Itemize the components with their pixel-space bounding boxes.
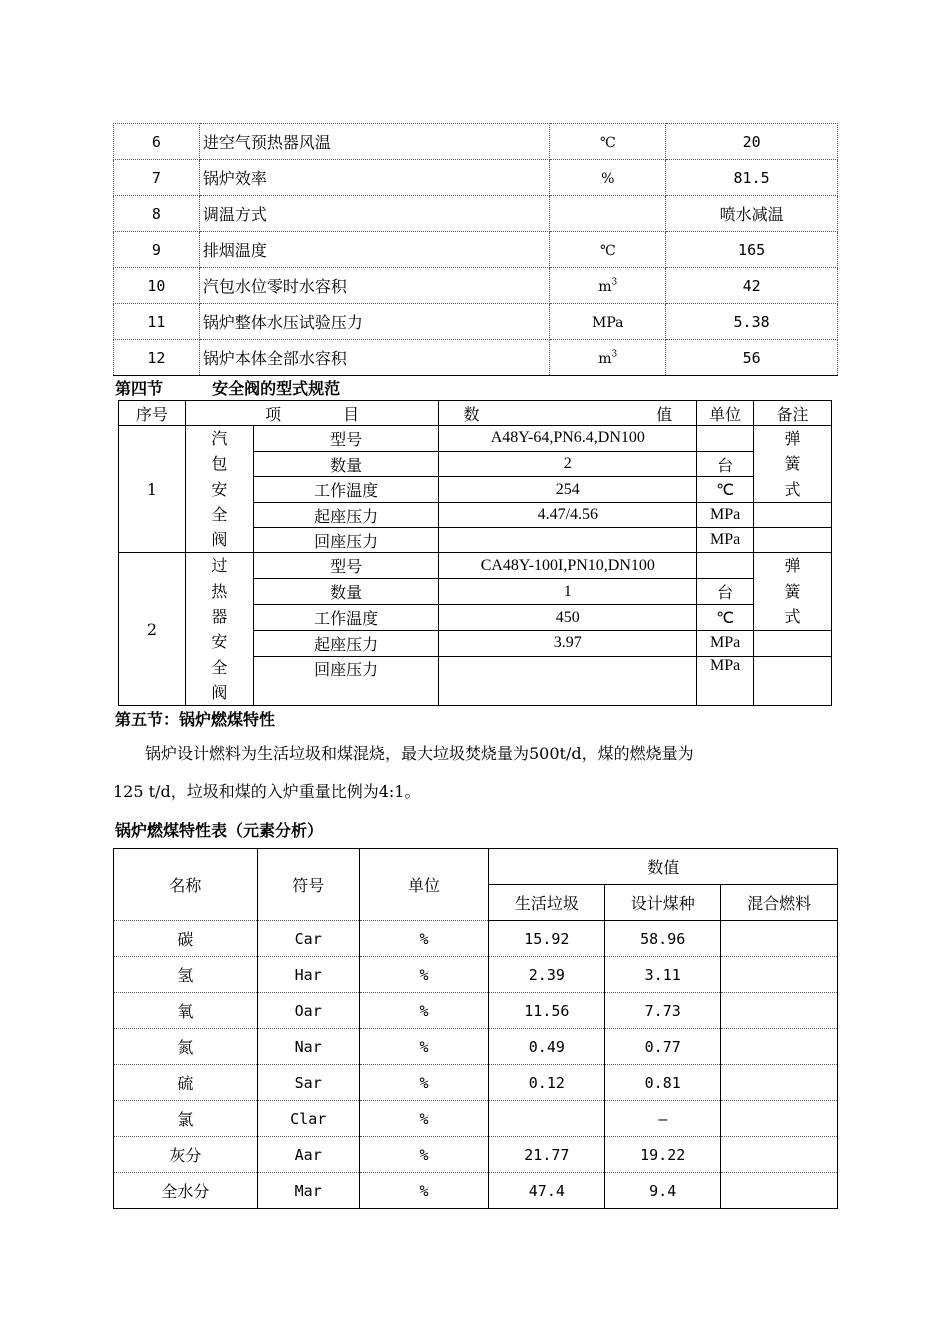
fuel-paragraph: [113, 735, 838, 811]
valve-name-vertical: [185, 553, 253, 706]
param-value: 喷水减温: [666, 196, 838, 232]
header-symbol: 符号: [257, 849, 359, 921]
remark-char: 式: [784, 607, 801, 627]
param-unit: [550, 160, 666, 196]
value-coal: —: [605, 1101, 721, 1137]
element-unit: %: [359, 957, 489, 993]
param-unit: [550, 304, 666, 340]
item-value: A48Y-64,PN6.4,DN100: [439, 426, 697, 452]
valve-name-vertical: [185, 426, 253, 553]
element-symbol: Nar: [257, 1029, 359, 1065]
param-value: 42: [666, 268, 838, 304]
element-symbol: Sar: [257, 1065, 359, 1101]
header-unit: 单位: [359, 849, 489, 921]
section4-number: 第四节: [115, 379, 164, 398]
valve-remark: [754, 426, 832, 503]
value-coal: 3.11: [605, 957, 721, 993]
valve-remark: [754, 553, 832, 631]
header-coal: 设计煤种: [605, 885, 721, 921]
item-name: 型号: [253, 426, 439, 452]
table-row: [114, 340, 838, 376]
valve-name-char: 汽: [211, 429, 228, 448]
row-number: 12: [114, 340, 200, 376]
boiler-params-table: [113, 123, 838, 376]
item-name: 工作温度: [253, 477, 439, 503]
element-name: 氮: [114, 1029, 258, 1065]
table-row: [119, 553, 832, 579]
item-unit: [697, 553, 754, 579]
header-mixed: 混合燃料: [721, 885, 838, 921]
remark-char: 式: [784, 479, 801, 499]
header-garbage: 生活垃圾: [489, 885, 605, 921]
valve-seq: 2: [119, 553, 186, 706]
table-row: [114, 993, 838, 1029]
table-row: [114, 232, 838, 268]
item-name: 数量: [253, 579, 439, 605]
header-value-b: 值: [656, 404, 673, 424]
item-unit: 台: [697, 579, 754, 605]
header-value-group: 数值: [489, 849, 838, 885]
table-row: [114, 268, 838, 304]
item-value: [439, 528, 697, 553]
item-unit: ℃: [697, 477, 754, 503]
valve-name-char: 过: [211, 556, 228, 576]
param-value: 81.5: [666, 160, 838, 196]
value-coal: 9.4: [605, 1173, 721, 1209]
item-value: 3.97: [439, 631, 697, 656]
section4-title: 安全阀的型式规范: [212, 379, 341, 398]
valve-name-char: 热: [211, 581, 228, 601]
remark-empty: [754, 503, 832, 528]
element-name: 全水分: [114, 1173, 258, 1209]
header-name: 名称: [114, 849, 258, 921]
section5-heading: 第五节：锅炉燃煤特性: [115, 710, 276, 729]
row-number: 9: [114, 232, 200, 268]
remark-char: 弹: [784, 556, 801, 576]
item-unit: MPa: [697, 631, 754, 656]
item-name: 起座压力: [253, 503, 439, 528]
row-number: 7: [114, 160, 200, 196]
item-unit: MPa: [697, 503, 754, 528]
header-item-b: 目: [343, 404, 360, 424]
param-value: 20: [666, 124, 838, 160]
value-garbage: 0.12: [489, 1065, 605, 1101]
unit-superscript: 3: [611, 277, 618, 288]
item-name: 型号: [253, 553, 439, 579]
header-unit: 单位: [697, 401, 754, 426]
remark-char: 簧: [784, 454, 801, 474]
value-mixed: [721, 1173, 838, 1209]
safety-valve-table: [118, 400, 832, 706]
item-unit: MPa: [697, 656, 754, 706]
element-unit: %: [359, 993, 489, 1029]
param-value: 56: [666, 340, 838, 376]
table-row: [114, 1101, 838, 1137]
element-name: 氯: [114, 1101, 258, 1137]
element-unit: %: [359, 1065, 489, 1101]
element-symbol: Clar: [257, 1101, 359, 1137]
header-value-a: 数: [463, 404, 480, 424]
header-value: [439, 401, 697, 426]
item-unit: MPa: [697, 528, 754, 553]
item-unit: 台: [697, 451, 754, 477]
paragraph-line-2: 125 t/d，垃圾和煤的入炉重量比例为4:1。: [113, 782, 421, 801]
value-mixed: [721, 1101, 838, 1137]
valve-name-char: 器: [211, 607, 228, 627]
value-garbage: 0.49: [489, 1029, 605, 1065]
item-value: 4.47/4.56: [439, 503, 697, 528]
header-remark: 备注: [754, 401, 832, 426]
table-row: [114, 1029, 838, 1065]
row-number: 6: [114, 124, 200, 160]
param-name: 进空气预热器风温: [199, 124, 549, 160]
param-unit: [550, 268, 666, 304]
value-mixed: [721, 1029, 838, 1065]
item-name: 数量: [253, 451, 439, 477]
element-symbol: Har: [257, 957, 359, 993]
element-name: 氧: [114, 993, 258, 1029]
valve-name-char: 阀: [211, 530, 228, 550]
unit-text: ℃: [599, 135, 616, 151]
table-row: [114, 921, 838, 957]
param-unit: [550, 232, 666, 268]
item-name: 回座压力: [253, 656, 439, 706]
param-value: 5.38: [666, 304, 838, 340]
table-row: [114, 1137, 838, 1173]
element-name: 氢: [114, 957, 258, 993]
value-mixed: [721, 1137, 838, 1173]
unit-text: MPa: [592, 315, 624, 331]
value-garbage: 2.39: [489, 957, 605, 993]
param-value: 165: [666, 232, 838, 268]
item-value: 254: [439, 477, 697, 503]
valve-name-char: 安: [211, 479, 228, 499]
table-row: [114, 124, 838, 160]
unit-text: ℃: [599, 243, 616, 259]
item-name: 工作温度: [253, 605, 439, 631]
param-name: 调温方式: [199, 196, 549, 232]
table-row: [114, 1065, 838, 1101]
element-symbol: Car: [257, 921, 359, 957]
value-garbage: 47.4: [489, 1173, 605, 1209]
valve-name-char: 全: [211, 504, 228, 524]
item-value: [439, 656, 697, 706]
table-header-row: [114, 849, 838, 885]
coal-analysis-table: [113, 848, 838, 1209]
element-unit: %: [359, 1173, 489, 1209]
remark-empty: [754, 656, 832, 706]
item-value: 1: [439, 579, 697, 605]
row-number: 8: [114, 196, 200, 232]
valve-name-char: 安: [211, 632, 228, 652]
valve-seq: 1: [119, 426, 186, 553]
table-row: [114, 196, 838, 232]
value-coal: 0.77: [605, 1029, 721, 1065]
element-symbol: Aar: [257, 1137, 359, 1173]
header-seq: 序号: [119, 401, 186, 426]
header-item-a: 项: [265, 404, 282, 424]
value-coal: 19.22: [605, 1137, 721, 1173]
remark-empty: [754, 528, 832, 553]
element-name: 灰分: [114, 1137, 258, 1173]
element-unit: %: [359, 921, 489, 957]
param-name: 汽包水位零时水容积: [199, 268, 549, 304]
unit-text: %: [601, 171, 615, 187]
value-coal: 0.81: [605, 1065, 721, 1101]
param-name: 锅炉本体全部水容积: [199, 340, 549, 376]
value-coal: 58.96: [605, 921, 721, 957]
param-name: 锅炉整体水压试验压力: [199, 304, 549, 340]
unit-superscript: 3: [611, 349, 618, 360]
table3-title: 锅炉燃煤特性表（元素分析）: [115, 821, 324, 840]
element-symbol: Oar: [257, 993, 359, 1029]
row-number: 10: [114, 268, 200, 304]
table-row: [119, 426, 832, 452]
item-value: 2: [439, 451, 697, 477]
remark-empty: [754, 631, 832, 656]
param-unit: [550, 340, 666, 376]
element-unit: %: [359, 1137, 489, 1173]
param-name: 锅炉效率: [199, 160, 549, 196]
header-item: [185, 401, 439, 426]
param-unit: [550, 124, 666, 160]
element-unit: %: [359, 1029, 489, 1065]
table-row: [114, 1173, 838, 1209]
value-mixed: [721, 921, 838, 957]
table-header-row: [119, 401, 832, 426]
value-garbage: 15.92: [489, 921, 605, 957]
element-symbol: Mar: [257, 1173, 359, 1209]
row-number: 11: [114, 304, 200, 340]
valve-name-char: 全: [211, 657, 228, 677]
value-mixed: [721, 957, 838, 993]
section4-heading: [115, 376, 340, 399]
unit-text: m: [598, 279, 612, 295]
table-row: [114, 957, 838, 993]
item-name: 回座压力: [253, 528, 439, 553]
item-unit: ℃: [697, 605, 754, 631]
table-row: [114, 304, 838, 340]
value-mixed: [721, 993, 838, 1029]
element-unit: %: [359, 1101, 489, 1137]
value-garbage: 11.56: [489, 993, 605, 1029]
element-name: 硫: [114, 1065, 258, 1101]
value-coal: 7.73: [605, 993, 721, 1029]
paragraph-line-1: 锅炉设计燃料为生活垃圾和煤混烧，最大垃圾焚烧量为500t/d，煤的燃烧量为: [145, 744, 694, 763]
param-name: 排烟温度: [199, 232, 549, 268]
remark-char: 弹: [784, 429, 801, 448]
item-unit: [697, 426, 754, 452]
param-unit: [550, 196, 666, 232]
remark-char: 簧: [784, 581, 801, 601]
item-name: 起座压力: [253, 631, 439, 656]
table-row: [114, 160, 838, 196]
value-garbage: [489, 1101, 605, 1137]
item-value: 450: [439, 605, 697, 631]
valve-name-char: 阀: [211, 682, 228, 702]
item-value: CA48Y-100I,PN10,DN100: [439, 553, 697, 579]
element-name: 碳: [114, 921, 258, 957]
valve-name-char: 包: [211, 454, 228, 474]
value-garbage: 21.77: [489, 1137, 605, 1173]
unit-text: m: [598, 351, 612, 367]
value-mixed: [721, 1065, 838, 1101]
